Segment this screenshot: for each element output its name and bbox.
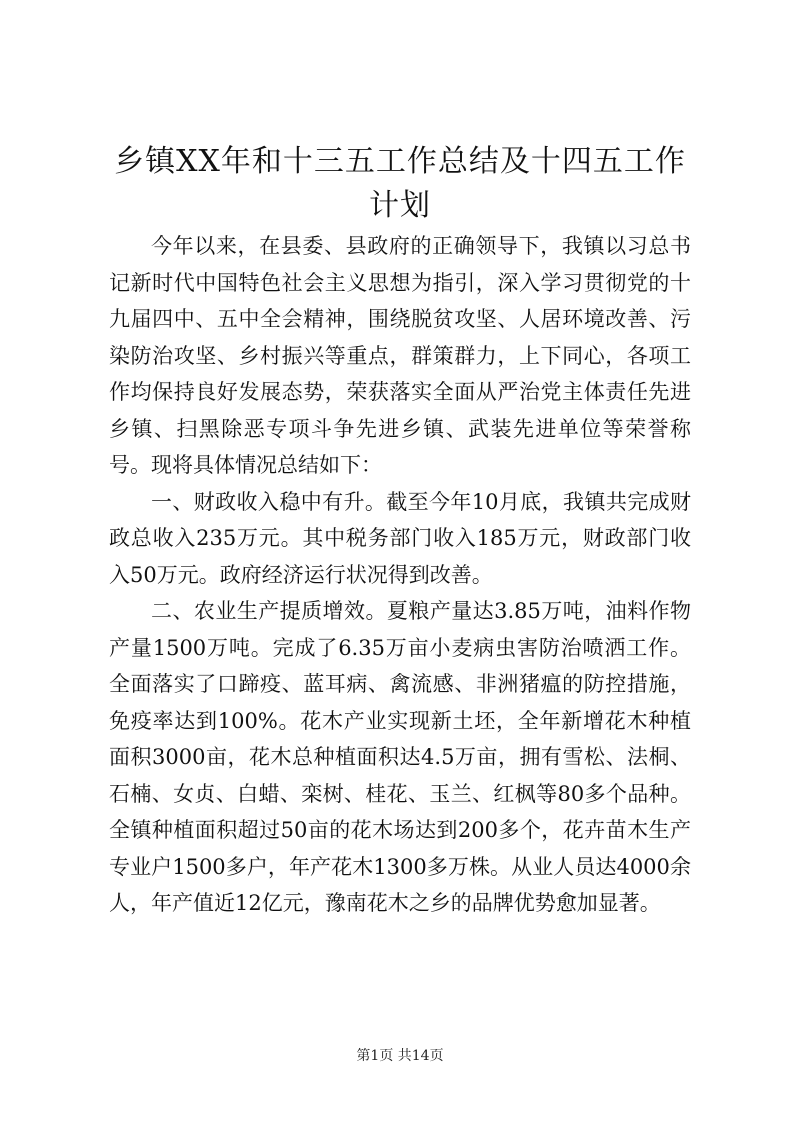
document-body bbox=[109, 228, 691, 922]
finance-paragraph: 一、财政收入稳中有升。截至今年10月底，我镇共完成财政总收入235万元。其中税务部门收入185万元，财政部门收入50万元。政府经济运行状况得到改善。 bbox=[109, 489, 691, 587]
agriculture-paragraph: 二、农业生产提质增效。夏粮产量达3.85万吨，油料作物产量1500万吨。完成了6.35万亩小麦病虫害防治喷洒工作。全面落实了口蹄疫、蓝耳病、禽流感、非洲猪瘟的防控措施，免疫率达到100%。花木产业实现新土坯，全年新增花木种植面积3000亩，花木总种植面积达4.5万亩，拥有雪松、法桐、石楠、女贞、白蜡、栾树、桂花、玉兰、红枫等80多个品种。全镇种植面积超过50亩的花木场达到200多个，花卉苗木生产专业户1500多户，年产花木1300多万株。从业人员达4000余人，年产值近12亿元，豫南花木之乡的品牌优势愈加显著。 bbox=[109, 599, 691, 915]
page-number-footer: 第1页 共14页 bbox=[356, 1048, 444, 1064]
document-title: 乡镇XX年和十三五工作总结及十四五工作计划 bbox=[114, 144, 686, 223]
intro-paragraph: 今年以来，在县委、县政府的正确领导下，我镇以习总书记新时代中国特色社会主义思想为指引，深入学习贯彻党的十九届四中、五中全会精神，围绕脱贫攻坚、人居环境改善、污染防治攻坚、乡村振兴等重点，群策群力，上下同心，各项工作均保持良好发展态势，荣获落实全面从严治党主体责任先进乡镇、扫黑除恶专项斗争先进乡镇、武装先进单位等荣誉称号。现将具体情况总结如下： bbox=[109, 234, 691, 477]
